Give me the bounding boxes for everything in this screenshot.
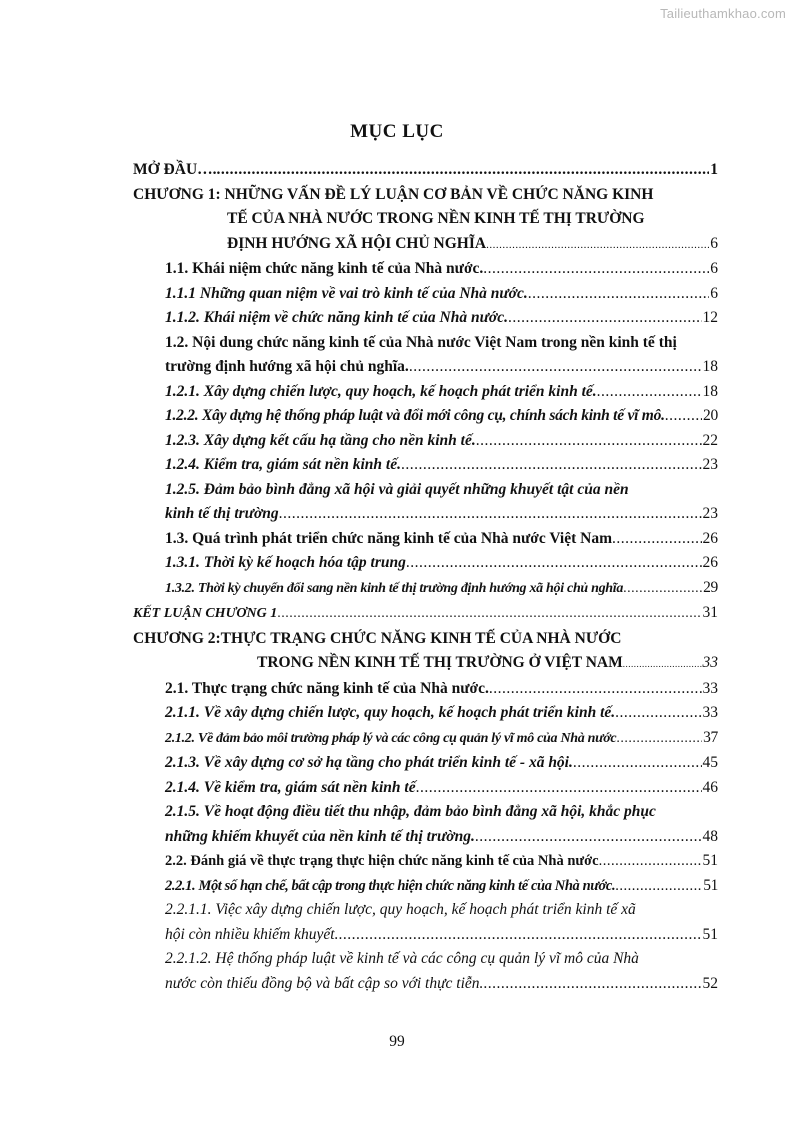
toc-entry-text: 2.2.1.1. Việc xây dựng chiến lược, quy hoạch, kế hoạch phát triển kinh tế xã [165, 901, 636, 918]
toc-entry-text: 1.1. Khái niệm chức năng kinh tế của Nhà nước. [165, 260, 484, 277]
toc-entry-2-2-1-1[interactable] [133, 898, 718, 947]
leader-dots [623, 577, 702, 602]
toc-entry-mo-dau[interactable] [133, 158, 718, 183]
leader-dots [599, 849, 702, 874]
toc-entry-text: 1.1.1 Những quan niệm về vai trò kinh tế của Nhà nước. [165, 284, 528, 302]
toc-entry-1-3[interactable] [133, 527, 718, 552]
leader-dots [483, 972, 701, 997]
leader-dots [338, 923, 701, 948]
leader-dots [486, 233, 709, 258]
toc-entry-1-2-2[interactable] [133, 404, 718, 429]
toc-page-number: 46 [702, 778, 718, 796]
toc-entry-text: 1.2.4. Kiểm tra, giám sát nền kinh tế. [165, 456, 401, 473]
toc-entry-text: 2.2.1.2. Hệ thống pháp luật về kinh tế và các công cụ quản lý vĩ mô của Nhà [165, 950, 639, 967]
toc-entry-chapter-2[interactable] [133, 627, 718, 677]
toc-entry-text: 1.2.2. Xây dựng hệ thống pháp luật và đổi mới công cụ, chính sách kinh tế vĩ mô. [165, 407, 665, 424]
toc-page-number: 37 [703, 728, 718, 746]
toc-entry-2-1-3[interactable] [133, 751, 718, 776]
toc-entry-text: KẾT LUẬN CHƯƠNG 1 [133, 606, 278, 621]
toc-entry-2-1[interactable] [133, 677, 718, 702]
leader-dots [489, 677, 702, 702]
leader-dots [573, 751, 702, 776]
toc-entry-1-2-1[interactable] [133, 380, 718, 405]
leader-dots [615, 701, 701, 726]
leader-dots [277, 602, 701, 627]
toc-entry-text: 2.2. Đánh giá về thực trạng thực hiện chức năng kinh tế của Nhà nước [165, 853, 599, 869]
toc-entry-text: 1.2.1. Xây dựng chiến lược, quy hoạch, kế hoạch phát triển kinh tế. [165, 382, 597, 400]
leader-dots [416, 776, 702, 801]
toc-entry-text: 2.1.1. Về xây dựng chiến lược, quy hoạch, kế hoạch phát triển kinh tế. [165, 704, 616, 721]
toc-entry-1-1-1[interactable] [133, 282, 718, 307]
leader-dots [616, 727, 702, 752]
toc-entry-text: nước còn thiếu đồng bộ và bất cập so với thực tiễn. [165, 974, 484, 992]
toc-entry-text: CHƯƠNG 2:THỰC TRẠNG CHỨC NĂNG KINH TẾ CỦA NHÀ NƯỚC [133, 629, 622, 647]
leader-dots [409, 355, 702, 380]
toc-entry-1-2-4[interactable] [133, 453, 718, 478]
toc-page-number: 45 [702, 754, 718, 771]
toc-page-number: 26 [702, 529, 718, 547]
toc-entry-text: ĐỊNH HƯỚNG XÃ HỘI CHỦ NGHĨA [227, 234, 487, 252]
toc-entry-2-2-1[interactable] [133, 874, 718, 899]
toc-entry-chapter-1[interactable] [133, 183, 718, 258]
toc-page-number: 6 [710, 260, 718, 277]
toc-entry-text: 1.2.5. Đảm bảo bình đẳng xã hội và giải quyết những khuyết tật của nền [165, 480, 629, 498]
toc-entry-text: hội còn nhiều khiếm khuyết. [165, 925, 339, 943]
toc-entry-text: 2.1.5. Về hoạt động điều tiết thu nhập, đảm bảo bình đẳng xã hội, khắc phục [165, 803, 656, 820]
toc-entry-text: kinh tế thị trường [165, 505, 279, 522]
toc-entry-text: 2.1.4. Về kiểm tra, giám sát nền kinh tế [165, 778, 416, 796]
toc-page-number: 48 [702, 827, 718, 845]
leader-dots [475, 825, 702, 850]
toc-entry-text: 1.2.3. Xây dựng kết cấu hạ tầng cho nền kinh tế. [165, 431, 476, 449]
toc-entry-text: trường định hướng xã hội chủ nghĩa. [165, 358, 409, 375]
page-title: MỤC LỤC [350, 121, 444, 142]
toc-page-number: 29 [703, 578, 718, 596]
toc-entry-text: 2.1.2. Về đảm bảo môi trường pháp lý và các công cụ quản lý vĩ mô của Nhà nước [165, 730, 617, 746]
toc-page-number: 6 [710, 234, 718, 252]
toc-entry-2-1-2[interactable] [133, 726, 718, 752]
toc-page-number: 33 [702, 679, 718, 697]
toc-entry-2-1-5[interactable] [133, 800, 718, 849]
toc-page-number: 12 [702, 309, 718, 326]
toc-entry-text: TRONG NỀN KINH TẾ THỊ TRƯỜNG Ở VIỆT NAM [257, 654, 623, 671]
toc-entry-1-2[interactable] [133, 331, 718, 380]
toc-page-number: 51 [702, 852, 718, 869]
leader-dots [623, 652, 702, 677]
leader-dots [483, 257, 709, 282]
toc-entry-ket-luan-1[interactable] [133, 601, 718, 627]
leader-dots [615, 874, 702, 899]
leader-dots [528, 282, 709, 307]
toc-page-number: 51 [702, 925, 718, 943]
toc-entry-2-2-1-2[interactable] [133, 947, 718, 996]
toc-entry-text: 1.3. Quá trình phát triển chức năng kinh tế của Nhà nước Việt Nam [165, 529, 613, 547]
toc-page-number: 18 [702, 382, 718, 400]
toc-entry-text: CHƯƠNG 1: NHỮNG VẤN ĐỀ LÝ LUẬN CƠ BẢN VỀ CHỨC NĂNG KINH [133, 185, 654, 203]
toc-entry-2-1-4[interactable] [133, 776, 718, 801]
toc-page-number: 33 [702, 704, 718, 721]
leader-dots [476, 429, 702, 454]
toc-entry-1-2-5[interactable] [133, 478, 718, 527]
toc-entry-text: 2.2.1. Một số hạn chế, bất cập trong thực hiện chức năng kinh tế của Nhà nước. [165, 877, 616, 894]
toc-entry-1-3-2[interactable] [133, 576, 718, 602]
leader-dots [612, 527, 701, 552]
toc-entry-1-1-2[interactable] [133, 306, 718, 331]
toc-page-number: 18 [702, 358, 718, 375]
toc-page-number: 22 [702, 431, 718, 449]
toc-entry-1-3-1[interactable] [133, 551, 718, 576]
toc-entry-text: 2.1. Thực trạng chức năng kinh tế của Nhà nước. [165, 679, 489, 697]
leader-dots [508, 306, 702, 331]
toc-page-number: 6 [710, 284, 718, 302]
toc-page-number: 23 [702, 456, 718, 473]
toc-entry-1-2-3[interactable] [133, 429, 718, 454]
leader-dots [665, 404, 702, 429]
toc-page-number: 26 [702, 554, 718, 571]
toc-entry-text: 1.1.2. Khái niệm về chức năng kinh tế của Nhà nước. [165, 309, 508, 326]
toc-page-number: 52 [702, 974, 718, 992]
watermark: Tailieuthamkhao.com [660, 6, 786, 21]
leader-dots [597, 380, 702, 405]
toc-entry-2-1-1[interactable] [133, 701, 718, 726]
toc-entry-text: 1.2. Nội dung chức năng kinh tế của Nhà nước Việt Nam trong nền kinh tế thị [165, 333, 677, 351]
leader-dots [217, 158, 710, 183]
leader-dots [406, 551, 702, 576]
table-of-contents [133, 158, 718, 996]
toc-entry-1-1[interactable] [133, 257, 718, 282]
leader-dots [279, 502, 702, 527]
toc-page-number: 51 [703, 876, 718, 894]
toc-page-number: 20 [703, 407, 718, 424]
toc-page-number: 31 [702, 604, 718, 621]
toc-entry-text: 1.3.1. Thời kỳ kế hoạch hóa tập trung [165, 554, 406, 571]
toc-entry-text: 2.1.3. Về xây dựng cơ sở hạ tầng cho phát triển kinh tế - xã hội. [165, 754, 573, 771]
leader-dots [401, 453, 702, 478]
toc-entry-text: những khiếm khuyết của nền kinh tế thị trường. [165, 827, 475, 845]
toc-page-number: 33 [702, 654, 718, 671]
page-number: 99 [389, 1033, 405, 1050]
toc-page-number: 23 [702, 505, 718, 522]
toc-entry-2-2[interactable] [133, 849, 718, 874]
toc-page-number: 1 [710, 161, 718, 178]
toc-entry-text: MỞ ĐẦU…. [133, 161, 217, 178]
toc-entry-text: 1.3.2. Thời kỳ chuyển đổi sang nền kinh tế thị trường định hướng xã hội chủ nghĩa [165, 580, 624, 596]
toc-entry-text: TẾ CỦA NHÀ NƯỚC TRONG NỀN KINH TẾ THỊ TRƯỜNG [227, 210, 645, 227]
